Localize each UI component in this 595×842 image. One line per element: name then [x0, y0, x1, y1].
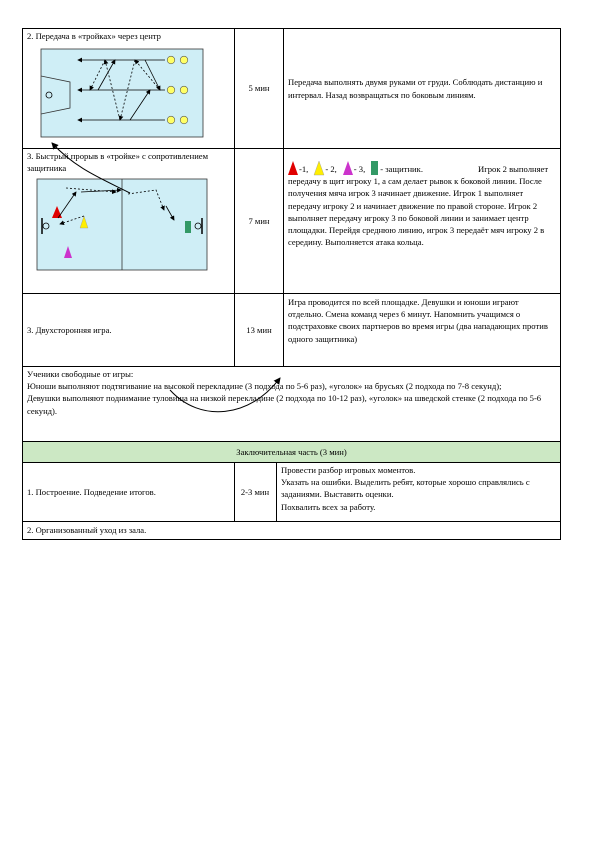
exercise-time: 5 мин — [248, 83, 270, 94]
legend-defender: - защитник. — [380, 163, 423, 174]
free-students-girls: Девушки выполняют поднимание туловища на низкой перекладине (2 подхода по 10-12 раз), «уголок» на шведской стенке (2 подхода по 5-6 секунд). — [27, 393, 542, 416]
final-desc-line: Похвалить всех за работу. — [281, 501, 376, 512]
ball-icon — [167, 116, 175, 124]
ball-icon — [167, 56, 175, 64]
ball-icon — [180, 56, 188, 64]
table-border-bottom — [22, 539, 561, 540]
stray-arrow-marks — [40, 138, 290, 438]
legend-player-3: - 3, — [353, 163, 366, 174]
defender-icon — [371, 161, 378, 175]
final-desc-line: Провести разбор игровых моментов. — [281, 465, 416, 475]
exercise-description: Передача выполнять двумя руками от груди. Соблюдать дистанцию и интервал. Назад возвращаться по боковым линиям. — [288, 77, 543, 100]
exercise-description: Игра проводится по всей площадке. Девушки и юноши играют отдельно. Смена команд через 6 минут. Напомнить учащимся о подстраховке своих партнеров во время игры (два нападающих против одного защитника) — [288, 297, 548, 344]
court — [41, 49, 203, 137]
exercise-time: 7 мин — [248, 215, 270, 226]
exercise-description-text: Игрок 2 выполняет передачу в щит игроку 1, а сам делает рывок к боковой линии. После получения мяча игрок 3 начинает движение. Игрок 1 выполняет передачу игроку 2 и начинает движение по правой стороне. Игрок 2 выполняет передачу игроку 3 по боковой линии и занимает центр площадки. Перейдя среднюю линию, игрок 3 передаёт мяч игроку 2 в середину. Выполняется атака кольца. — [288, 164, 549, 248]
exercise-title: 3. Быстрый прорыв в «тройке» с сопротивлением защитника — [27, 151, 209, 174]
free-students-heading: Ученики свободные от игры: — [27, 369, 134, 379]
final-title: 2. Организованный уход из зала. — [27, 525, 147, 535]
diagram-passing-threes — [40, 46, 210, 141]
table-border-right — [560, 28, 561, 540]
final-desc-line: Указать на ошибки. Выделить ребят, которые хорошо справлялись с заданиями. Выставить оценки. — [281, 477, 530, 500]
exercise-title: 3. Двухсторонняя игра. — [27, 324, 112, 335]
ball-icon — [180, 86, 188, 94]
legend-player-2: - 2, — [325, 163, 337, 174]
row-divider — [22, 521, 561, 522]
table-border-left — [22, 28, 23, 540]
final-description — [281, 464, 557, 513]
exercise-time: 13 мин — [246, 324, 272, 335]
player-3-icon — [343, 161, 353, 175]
section-header: Заключительная часть (3 мин) — [236, 446, 347, 457]
player-2-icon — [314, 161, 324, 175]
exercise-title: 2. Передача в «тройках» через центр — [27, 31, 161, 41]
ball-icon — [180, 116, 188, 124]
final-title: 1. Построение. Подведение итогов. — [27, 486, 156, 497]
col-divider — [276, 462, 277, 521]
final-time: 2-3 мин — [240, 486, 270, 497]
col-divider — [234, 462, 235, 521]
exercise-description — [288, 151, 556, 248]
ball-icon — [167, 86, 175, 94]
free-students-boys: Юноши выполняют подтягивание на высокой перекладине (3 подхода по 5-6 раз), «уголок» на брусьях (2 подхода по 7-8 секунд); — [27, 381, 502, 392]
legend-player-1: -1, — [299, 163, 309, 174]
